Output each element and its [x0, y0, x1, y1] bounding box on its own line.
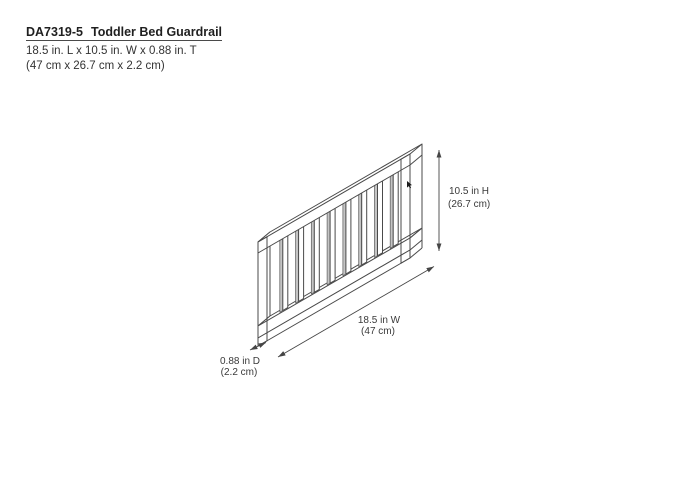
slat — [280, 235, 288, 313]
slat — [359, 189, 367, 267]
model-number: DA7319-5 — [26, 25, 83, 39]
slat — [375, 180, 383, 258]
slat — [390, 171, 398, 249]
slat — [311, 216, 319, 294]
width-dimension-label-imperial: 18.5 in W — [357, 315, 401, 326]
height-dimension-label-imperial: 10.5 in H — [449, 186, 490, 197]
depth-dimension-label-metric: (2.2 cm) — [220, 367, 258, 378]
product-name: Toddler Bed Guardrail — [90, 25, 223, 39]
right-back-edges — [410, 144, 422, 258]
slat — [327, 207, 335, 285]
slat — [296, 226, 304, 304]
depth-dimension-label-imperial: 0.88 in D — [219, 356, 261, 367]
dimensions-imperial: 18.5 in. L x 10.5 in. W x 0.88 in. T — [26, 45, 197, 57]
width-dimension-label-metric: (47 cm) — [361, 326, 395, 337]
height-dimension-label-metric: (26.7 cm) — [448, 198, 491, 210]
dimensions-metric: (47 cm x 26.7 cm x 2.2 cm) — [26, 59, 165, 72]
slat — [343, 198, 351, 276]
